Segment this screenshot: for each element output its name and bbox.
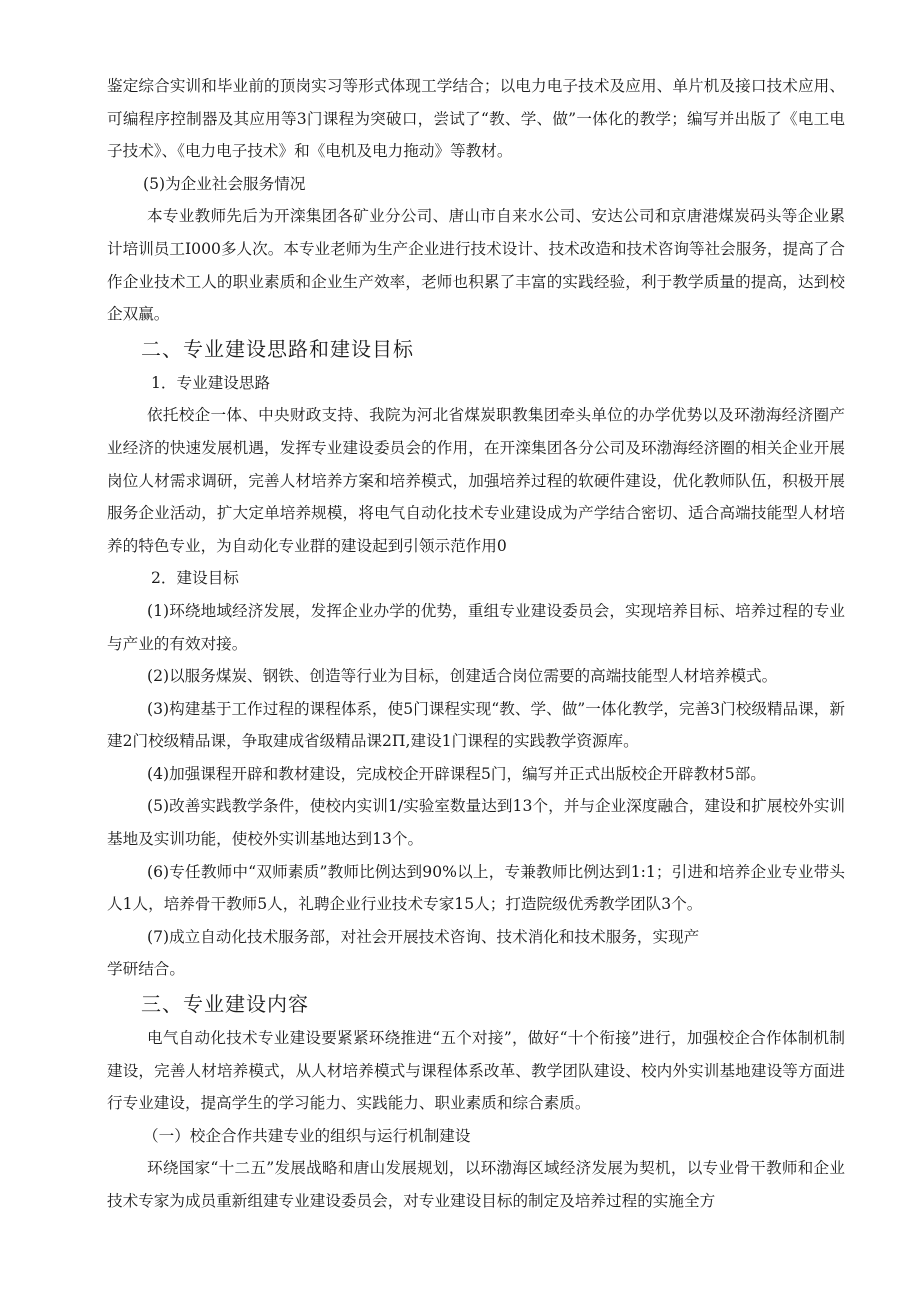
goal-item-7: (7)成立自动化技术服务部，对社会开展技术咨询、技术消化和技术服务，实现产	[147, 927, 700, 946]
subheading-idea: 1．专业建设思路	[151, 373, 271, 392]
goal-item-4: (4)加强课程开辟和教材建设，完成校企开辟课程5门，编写并正式出版校企开辟教材5部。	[147, 764, 766, 783]
section-heading-two: 二、专业建设思路和建设目标	[141, 336, 414, 361]
section-heading-three: 三、专业建设内容	[141, 992, 309, 1017]
goal-item-2: (2)以服务煤炭、钢铁、创造等行业为目标，创建适合岗位需要的高端技能型人材培养模式。	[147, 667, 778, 686]
goal-item-3: (3)构建基于工作过程的课程体系，使5门课程实现“教、学、做”一体化教学，完善3门校级精品课，新建2门校级精品课，争取建成省级精品课2Π,建设1门课程的实践教学资源库。	[107, 699, 845, 751]
heading-service: (5)为企业社会服务情况	[143, 174, 306, 193]
goal-item-7-cont: 学研结合。	[107, 960, 185, 979]
paragraph-intro: 鉴定综合实训和毕业前的顶岗实习等形式体现工学结合；以电力电子技术及应用、单片机及接口技术应用、可编程序控制器及其应用等3门课程为突破口，尝试了“教、学、做”一体化的教学；编写并出版了《电工电子技术》、《电力电子技术》和《电机及电力拖动》等教材。	[107, 77, 845, 161]
goal-item-5: (5)改善实践教学条件，使校内实训1/实验室数量达到13个，并与企业深度融合，建设和扩展校外实训基地及实训功能，使校外实训基地达到13个。	[107, 797, 845, 849]
subheading-goal: 2．建设目标	[151, 569, 239, 588]
paragraph-idea: 依托校企一体、中央财政支持、我院为河北省煤炭职教集团牵头单位的办学优势以及环渤海经济圈产业经济的快速发展机遇，发挥专业建设委员会的作用，在开滦集团各分公司及环渤海经济圈的相关企业开展岗位人材需求调研，完善人材培养方案和培养模式，加强培养过程的软硬件建设，优化教师队伍，积极开展服务企业活动，扩大定单培养规模，将电气自动化技术专业建设成为产学结合密切、适合高端技能型人材培养的特色专业，为自动化专业群的建设起到引领示范作用0	[107, 406, 845, 555]
document-page	[107, 70, 845, 1218]
subheading-sec1: （一）校企合作共建专业的组织与运行机制建设	[143, 1126, 471, 1145]
paragraph-sec1: 环绕国家“十二五”发展战略和唐山发展规划，以环渤海区域经济发展为契机，以专业骨干教师和企业技术专家为成员重新组建专业建设委员会，对专业建设目标的制定及培养过程的实施全方	[107, 1159, 845, 1210]
goal-item-1: (1)环绕地域经济发展，发挥企业办学的优势，重组专业建设委员会，实现培养目标、培养过程的专业与产业的有效对接。	[107, 601, 845, 653]
goal-item-6: (6)专任教师中“双师素质”教师比例达到90%以上，专兼教师比例达到1:1；引进和培养企业专业带头人1人，培养骨干教师5人，礼聘企业行业技术专家15人；打造院级优秀教学团队3个。	[107, 862, 845, 914]
paragraph-service: 本专业教师先后为开滦集团各矿业分公司、唐山市自来水公司、安达公司和京唐港煤炭码头等企业累计培训员工I000多人次。本专业老师为生产企业进行技术设计、技术改造和技术咨询等社会服务，提高了合作企业技术工人的职业素质和企业生产效率，老师也积累了丰富的实践经验，利于教学质量的提高，达到校企双赢。	[107, 207, 845, 324]
paragraph-content: 电气自动化技术专业建设要紧紧环绕推进“五个对接”，做好“十个衔接”进行，加强校企合作体制机制建设，完善人材培养模式，从人材培养模式与课程体系改革、教学团队建设、校内外实训基地建设等方面进行专业建设，提高学生的学习能力、实践能力、职业素质和综合素质。	[107, 1029, 845, 1113]
